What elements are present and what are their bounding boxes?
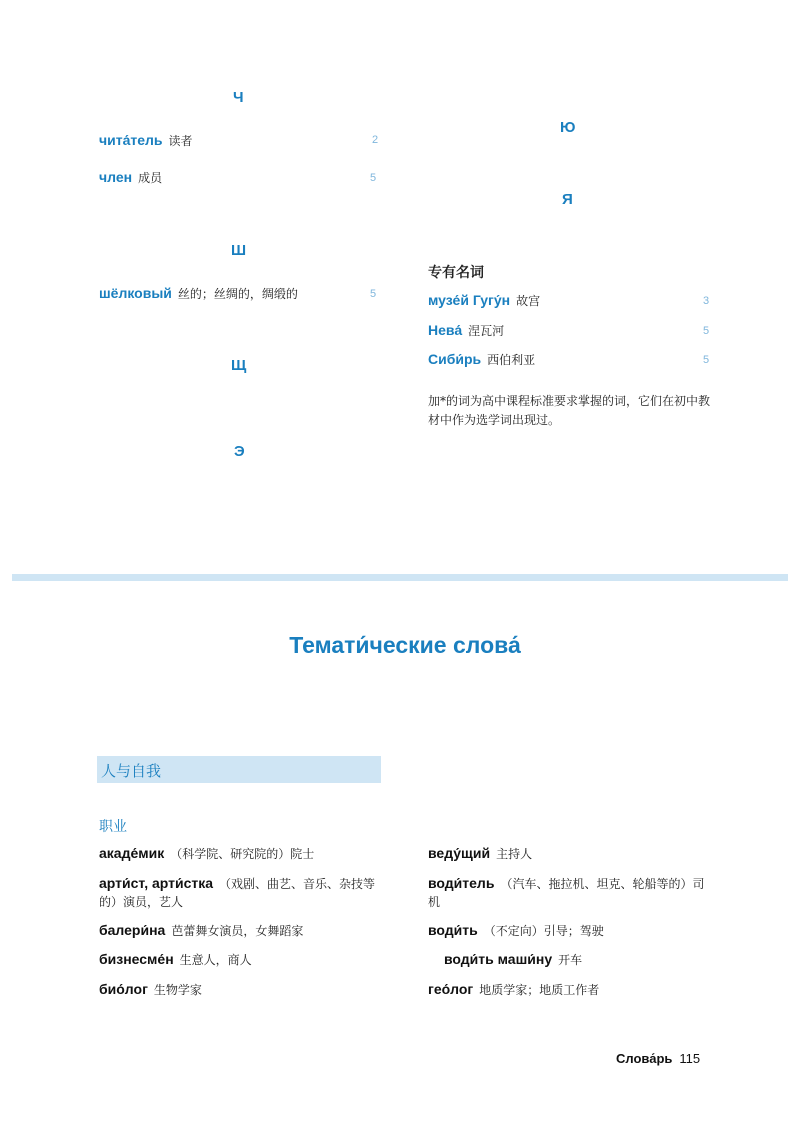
footnote-note: 加*的词为高中课程标准要求掌握的词，它们在初中教材中作为选学词出现过。 — [428, 394, 711, 427]
entry-word: бизнесме́н — [99, 951, 174, 967]
lesson-number: 3 — [703, 295, 710, 307]
entry-translation: 开车 — [558, 953, 583, 967]
entry-word: Нева́ — [428, 322, 463, 338]
lesson-number: 5 — [370, 288, 377, 300]
entry-word: води́ть — [428, 922, 478, 938]
dictionary-entry — [428, 322, 504, 340]
entry-translation: 生物学家 — [153, 983, 202, 997]
letter-heading-e: Э — [234, 443, 245, 460]
footer-section-name: Слова́рь — [616, 1051, 673, 1066]
entry-word: шёлковый — [99, 285, 172, 301]
topic-bar — [97, 756, 381, 783]
entry-word: чита́тель — [99, 132, 163, 148]
page-number: 115 — [679, 1051, 701, 1066]
entry-translation: 主持人 — [496, 847, 533, 861]
entry-translation: 生意人，商人 — [179, 953, 252, 967]
entry-word: акаде́мик — [99, 845, 165, 861]
entry-word: музе́й Гугу́н — [428, 292, 511, 308]
entry-translation: 成员 — [138, 171, 163, 185]
dictionary-entry — [428, 351, 535, 369]
section-divider — [12, 574, 788, 581]
letter-heading-ya: Я — [562, 191, 573, 208]
thematic-entry — [99, 845, 314, 863]
thematic-entry — [428, 845, 532, 863]
dictionary-entry — [99, 285, 298, 303]
dictionary-entry — [99, 169, 162, 187]
proper-nouns-title: 专有名词 — [428, 265, 484, 281]
entry-translation: （科学院、研究院的）院士 — [170, 847, 315, 861]
thematic-entry — [428, 981, 599, 999]
entry-translation: 读者 — [168, 134, 193, 148]
entry-translation: 故宫 — [516, 294, 541, 308]
thematic-title: Темати́ческие слова́ — [289, 632, 521, 658]
letter-heading-yu: Ю — [560, 119, 576, 136]
entry-translation: 丝的；丝绸的，绸缎的 — [177, 287, 298, 301]
letter-heading-shch: Щ — [231, 357, 247, 374]
entry-word: гео́лог — [428, 981, 474, 997]
thematic-entry — [428, 875, 713, 911]
page-footer — [616, 1051, 700, 1066]
entry-word: Сиби́рь — [428, 351, 482, 367]
entry-word: био́лог — [99, 981, 148, 997]
thematic-entry — [99, 875, 384, 911]
lesson-number: 5 — [703, 354, 710, 366]
entry-word: член — [99, 169, 133, 185]
entry-word: веду́щий — [428, 845, 491, 861]
entry-translation: 芭蕾舞女演员，女舞蹈家 — [171, 924, 304, 938]
thematic-entry — [428, 922, 604, 940]
thematic-entry — [99, 922, 303, 940]
letter-heading-sh: Ш — [231, 242, 247, 259]
lesson-number: 5 — [703, 325, 710, 337]
thematic-entry — [99, 981, 202, 999]
entry-translation: （汽车、拖拉机、坦克、轮船等的）司机 — [428, 877, 705, 909]
entry-word: арти́ст, арти́стка — [99, 875, 214, 891]
dictionary-entry — [428, 292, 540, 310]
entry-translation: 西伯利亚 — [487, 353, 536, 367]
thematic-entry — [444, 951, 582, 969]
entry-word: води́тель — [428, 875, 495, 891]
lesson-number: 2 — [372, 134, 379, 146]
entry-translation: 涅瓦河 — [468, 324, 505, 338]
topic-label: 人与自我 — [101, 762, 162, 780]
dictionary-entry — [99, 132, 193, 150]
entry-word: води́ть маши́ну — [444, 951, 553, 967]
letter-heading-ch: Ч — [233, 89, 244, 106]
entry-translation: （不定向）引导；驾驶 — [483, 924, 604, 938]
lesson-number: 5 — [370, 172, 377, 184]
thematic-entry — [99, 951, 252, 969]
entry-translation: （戏剧、曲艺、音乐、杂技等的）演员，艺人 — [99, 877, 376, 909]
entry-translation: 地质学家；地质工作者 — [479, 983, 600, 997]
subtopic-label: 职业 — [99, 819, 127, 835]
entry-word: балери́на — [99, 922, 166, 938]
